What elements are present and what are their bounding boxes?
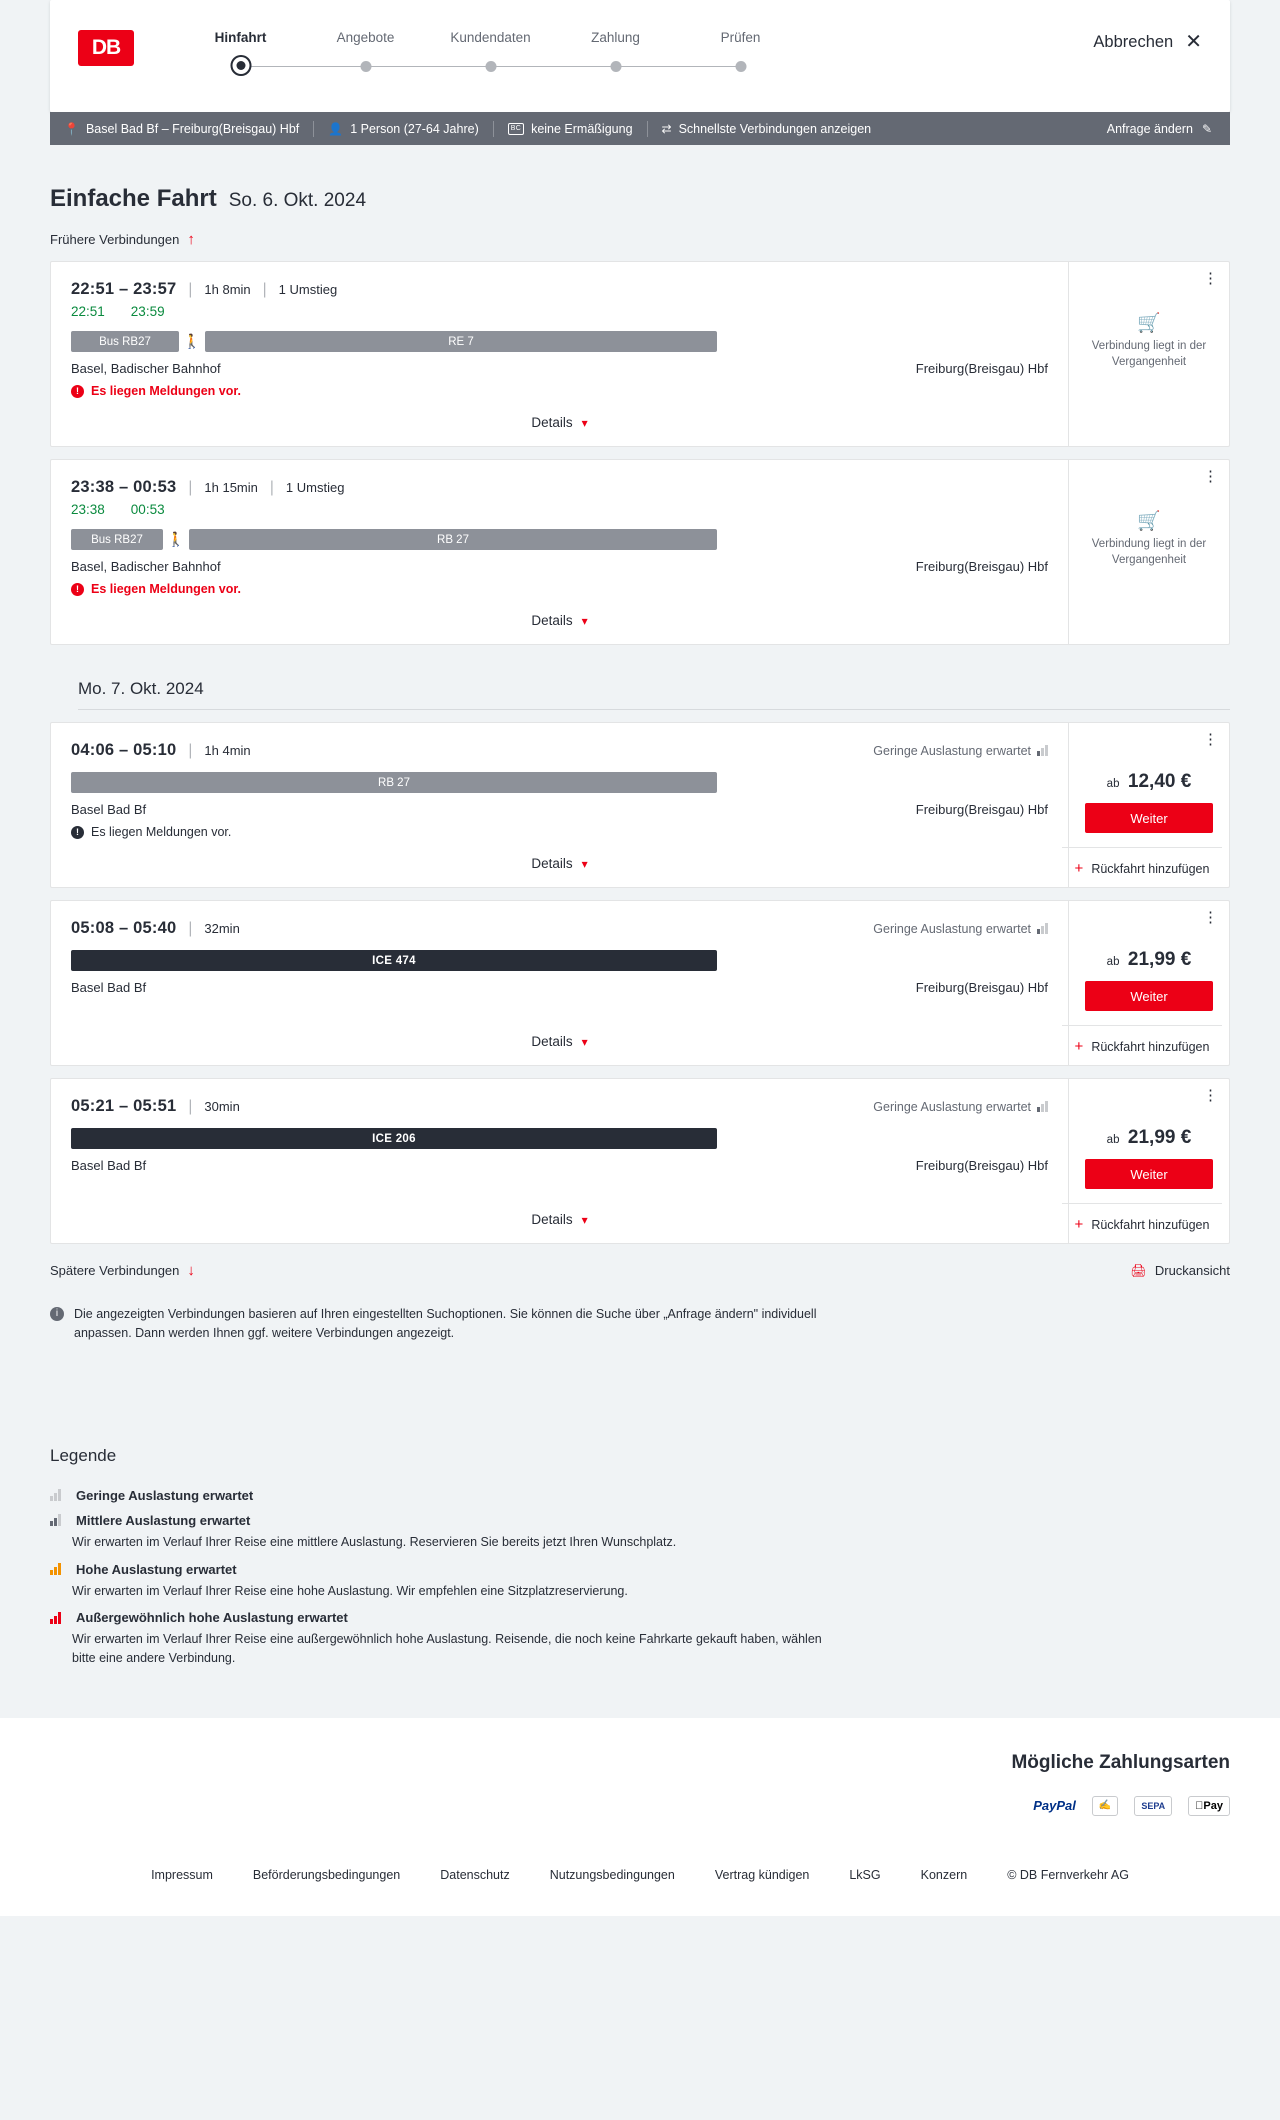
cancel-button[interactable]: [1093, 32, 1202, 52]
sepa-icon: SEPA: [1134, 1796, 1172, 1816]
connection-row[interactable]: [50, 1078, 1230, 1244]
payment-methods-section: [0, 1718, 1280, 1846]
cart-disabled-icon: 🛒: [1137, 511, 1161, 532]
legend-item-head: [50, 1513, 1230, 1528]
add-return-label: Rückfahrt hinzufügen: [1091, 861, 1210, 876]
more-options-icon[interactable]: ⋮: [1203, 1087, 1219, 1104]
footer-link-vertrag-kuendigen[interactable]: Vertrag kündigen: [714, 1867, 810, 1882]
main-content: [0, 185, 1280, 1344]
connection-duration: 1h 4min: [204, 743, 251, 758]
occupancy-very-high-icon: [50, 1612, 64, 1624]
segment-bus[interactable]: Bus RB27: [71, 529, 163, 550]
header: [50, 0, 1230, 112]
details-label: Details: [531, 613, 573, 628]
step-marker: [428, 57, 553, 79]
plus-icon: +: [1074, 1038, 1084, 1055]
cart-disabled-icon: 🛒: [1137, 313, 1161, 334]
add-return-label: Rückfahrt hinzufügen: [1091, 1039, 1210, 1054]
details-button[interactable]: [531, 1212, 587, 1227]
connection-message-text: Es liegen Meldungen vor.: [91, 582, 242, 596]
page-title-date: So. 6. Okt. 2024: [228, 190, 367, 211]
connection-row[interactable]: [50, 261, 1230, 447]
step-marker: [678, 57, 803, 79]
chevron-down-icon: ▾: [581, 856, 588, 871]
bottom-controls: [50, 1262, 1230, 1279]
chevron-down-icon: ▾: [581, 613, 588, 628]
segment-train[interactable]: RB 27: [189, 529, 717, 550]
footer-link-nutzungsbedingungen[interactable]: Nutzungsbedingungen: [549, 1867, 675, 1882]
train-segments: [71, 529, 1048, 550]
step-label: Prüfen: [720, 30, 761, 45]
page-title-text: Einfache Fahrt: [50, 185, 217, 212]
step-label: Kundendaten: [450, 30, 531, 45]
realtime-departure: 23:38: [71, 502, 105, 517]
footer-link-befoerderungsbedingungen[interactable]: Beförderungsbedingungen: [252, 1867, 401, 1882]
legend-item-label: Hohe Auslastung erwartet: [76, 1561, 237, 1577]
qb-passengers[interactable]: [328, 122, 493, 136]
occupancy-label: Geringe Auslastung erwartet: [873, 1099, 1031, 1114]
details-row: [71, 839, 1048, 887]
occupancy-bars-icon: [1037, 923, 1048, 934]
realtime-times: [71, 502, 1048, 517]
footer: [0, 1846, 1280, 1916]
connection-duration: 1h 8min: [204, 282, 251, 297]
realtime-departure: 22:51: [71, 304, 105, 319]
step-label: Hinfahrt: [214, 30, 267, 45]
connection-message[interactable]: [71, 825, 1048, 839]
connection-row[interactable]: [50, 459, 1230, 645]
connection-times: 05:21 – 05:51: [71, 1097, 177, 1115]
connection-details: [51, 262, 1069, 446]
later-label: Spätere Verbindungen: [50, 1263, 180, 1278]
legend-item-low: [50, 1488, 1230, 1503]
step-angebote[interactable]: [303, 30, 428, 79]
query-bar: [50, 112, 1230, 145]
step-dot: [360, 61, 371, 72]
earlier-label: Frühere Verbindungen: [50, 232, 180, 247]
qb-route-label: Basel Bad Bf – Freiburg(Breisgau) Hbf: [85, 121, 300, 136]
connection-header: [71, 280, 1048, 299]
legend-item-high: [50, 1562, 1230, 1601]
price-prefix: ab: [1106, 956, 1120, 968]
stations: [71, 559, 1048, 574]
swap-icon: ⇄: [661, 121, 672, 136]
occupancy-bars-icon: [1037, 745, 1048, 756]
qb-passengers-label: 1 Person (27-64 Jahre): [350, 121, 479, 136]
direct-debit-icon: ✍: [1092, 1796, 1118, 1816]
add-return-label: Rückfahrt hinzufügen: [1091, 1217, 1210, 1232]
price-value: 21,99 €: [1127, 1127, 1192, 1148]
station-from: Basel, Badischer Bahnhof: [71, 361, 221, 376]
page-title: [50, 185, 1230, 213]
step-marker: [553, 57, 678, 79]
price-block: [1107, 771, 1192, 793]
more-options-icon[interactable]: ⋮: [1203, 270, 1219, 287]
qb-sorting[interactable]: [662, 122, 886, 136]
price-value: 21,99 €: [1127, 949, 1192, 970]
occupancy-low-icon: [50, 1489, 64, 1501]
printer-icon: 🖨: [1130, 1262, 1147, 1278]
train-segments: [71, 331, 1048, 352]
divider: [313, 121, 314, 137]
details-label: Details: [531, 415, 573, 430]
legend-item-label: Außergewöhnlich hohe Auslastung erwartet: [76, 1610, 348, 1626]
connection-row[interactable]: [50, 900, 1230, 1066]
occupancy-label: Geringe Auslastung erwartet: [873, 743, 1031, 758]
connection-times: 22:51 – 23:57: [71, 280, 177, 298]
train-segments: [71, 950, 1048, 971]
occupancy-high-icon: [50, 1563, 64, 1575]
alert-icon: !: [71, 385, 84, 398]
details-button[interactable]: [531, 856, 587, 871]
details-label: Details: [531, 1034, 573, 1049]
legend-item-label: Mittlere Auslastung erwartet: [76, 1512, 251, 1528]
divider: |: [269, 478, 274, 496]
step-pruefen[interactable]: [678, 30, 803, 79]
arrow-up-icon: ↑: [187, 231, 195, 248]
occupancy-indicator: [873, 1100, 1048, 1114]
segment-train[interactable]: ICE 474: [71, 950, 717, 971]
train-segments: [71, 772, 1048, 793]
continue-button[interactable]: Weiter: [1085, 981, 1213, 1011]
details-row: [71, 995, 1048, 1065]
connection-duration: 32min: [204, 921, 240, 936]
alert-icon: !: [71, 583, 84, 596]
qb-change-label: Anfrage ändern: [1106, 121, 1193, 136]
divider: |: [262, 280, 267, 298]
legend-item-head: [50, 1562, 1230, 1577]
step-connector: [241, 66, 366, 67]
stations: [71, 1158, 1048, 1173]
connection-header: [71, 919, 1048, 938]
realtime-arrival: 00:53: [130, 502, 165, 517]
divider: |: [188, 919, 193, 937]
continue-button[interactable]: Weiter: [1085, 803, 1213, 833]
connection-action-panel: [1069, 262, 1229, 446]
more-options-icon[interactable]: ⋮: [1203, 468, 1219, 485]
chevron-down-icon: ▾: [581, 415, 588, 430]
info-icon: !: [71, 826, 84, 839]
step-dot: [610, 61, 621, 72]
footer-link-konzern[interactable]: Konzern: [920, 1867, 968, 1882]
station-from: Basel Bad Bf: [71, 980, 147, 995]
connection-times: 23:38 – 00:53: [71, 478, 177, 496]
close-icon: ✕: [1185, 31, 1202, 53]
occupancy-indicator: [873, 744, 1048, 758]
payment-icons: [50, 1796, 1230, 1816]
past-connection-note: [1083, 508, 1215, 569]
price-value: 12,40 €: [1127, 771, 1192, 792]
divider: |: [188, 1097, 193, 1115]
chevron-down-icon: ▾: [581, 1034, 588, 1049]
connection-action-panel: [1069, 901, 1229, 1065]
add-return-button[interactable]: [1062, 1203, 1222, 1233]
payment-methods-title: Mögliche Zahlungsarten: [1011, 1751, 1230, 1773]
search-info-note: [50, 1305, 820, 1344]
details-label: Details: [531, 856, 573, 871]
connection-message[interactable]: [71, 582, 1048, 596]
connection-details: [51, 901, 1069, 1065]
details-label: Details: [531, 1212, 573, 1227]
legend-item-head: [50, 1488, 1230, 1503]
stations: [71, 361, 1048, 376]
qb-change-request[interactable]: [1107, 122, 1216, 136]
qb-discount[interactable]: [508, 122, 647, 136]
add-return-button[interactable]: [1062, 847, 1222, 877]
legend-item-medium: [50, 1513, 1230, 1552]
step-dot: [735, 61, 746, 72]
connection-action-panel: [1069, 1079, 1229, 1243]
occupancy-indicator: [873, 922, 1048, 936]
connection-message[interactable]: [71, 384, 1048, 398]
earlier-connections-button[interactable]: [50, 231, 195, 248]
legend-title: Legende: [50, 1445, 117, 1465]
later-connections-button[interactable]: [50, 1262, 195, 1279]
details-row: [71, 596, 1048, 644]
continue-button[interactable]: Weiter: [1085, 1159, 1213, 1189]
step-connector: [491, 66, 616, 67]
step-hinfahrt[interactable]: [178, 30, 303, 79]
connection-duration: 1h 15min: [204, 480, 258, 495]
station-to: Freiburg(Breisgau) Hbf: [915, 980, 1048, 995]
step-connector: [366, 66, 491, 67]
occupancy-bars-icon: [1037, 1101, 1048, 1112]
connection-changes: 1 Umstieg: [278, 282, 338, 297]
connection-message-text: Es liegen Meldungen vor.: [91, 384, 242, 398]
qb-discount-label: keine Ermäßigung: [531, 121, 633, 136]
connection-details: [51, 723, 1069, 887]
price-prefix: ab: [1106, 1134, 1120, 1146]
paypal-icon: PayPal: [1033, 1798, 1076, 1814]
footer-copyright: © DB Fernverkehr AG: [1007, 1867, 1129, 1882]
bahncard-icon: BC: [508, 123, 524, 135]
plus-icon: +: [1074, 1216, 1084, 1233]
occupancy-medium-icon: [50, 1514, 64, 1526]
legend-section: [0, 1394, 1280, 1718]
connection-row[interactable]: [50, 722, 1230, 888]
walk-icon: 🚶: [183, 333, 201, 349]
step-connector: [616, 66, 741, 67]
pencil-icon: ✎: [1201, 121, 1212, 136]
connection-action-panel: [1069, 723, 1229, 887]
connection-details: [51, 1079, 1069, 1243]
details-button[interactable]: [531, 613, 587, 628]
station-to: Freiburg(Breisgau) Hbf: [915, 802, 1048, 817]
info-icon: i: [50, 1307, 64, 1321]
stations: [71, 802, 1048, 817]
day-separator: Mo. 7. Okt. 2024: [78, 679, 1230, 710]
step-label: Zahlung: [591, 30, 640, 45]
legend-item-desc: Wir erwarten im Verlauf Ihrer Reise eine hohe Auslastung. Wir empfehlen eine Sitzplatzreservierung.: [72, 1583, 628, 1598]
connection-header: [71, 478, 1048, 497]
db-logo[interactable]: DB: [78, 30, 134, 66]
step-label: Angebote: [336, 30, 395, 45]
step-kundendaten[interactable]: [428, 30, 553, 79]
print-view-button[interactable]: [1130, 1263, 1230, 1279]
qb-sorting-label: Schnellste Verbindungen anzeigen: [678, 121, 872, 136]
footer-link-datenschutz[interactable]: Datenschutz: [440, 1867, 510, 1882]
apple-pay-icon: Pay: [1188, 1796, 1230, 1816]
segment-train[interactable]: RB 27: [71, 772, 717, 793]
connection-header: [71, 741, 1048, 760]
cancel-label: Abbrechen: [1093, 32, 1174, 51]
footer-link-impressum[interactable]: Impressum: [151, 1867, 213, 1882]
station-to: Freiburg(Breisgau) Hbf: [915, 559, 1048, 574]
station-from: Basel Bad Bf: [71, 802, 147, 817]
stations: [71, 980, 1048, 995]
station-from: Basel Bad Bf: [71, 1158, 147, 1173]
details-row: [71, 1173, 1048, 1243]
train-segments: [71, 1128, 1048, 1149]
price-block: [1107, 1127, 1192, 1149]
segment-train[interactable]: RE 7: [205, 331, 717, 352]
person-icon: 👤: [328, 121, 344, 136]
connection-header: [71, 1097, 1048, 1116]
divider: |: [188, 280, 193, 298]
location-pin-icon: 📍: [64, 121, 79, 136]
realtime-arrival: 23:59: [130, 304, 165, 319]
connection-action-panel: [1069, 460, 1229, 644]
arrow-down-icon: ↓: [187, 1262, 195, 1279]
connection-times: 05:08 – 05:40: [71, 919, 177, 937]
more-options-icon[interactable]: ⋮: [1203, 731, 1219, 748]
qb-route[interactable]: [64, 122, 313, 136]
connection-details: [51, 460, 1069, 644]
details-button[interactable]: [531, 1034, 587, 1049]
details-row: [71, 398, 1048, 446]
occupancy-label: Geringe Auslastung erwartet: [873, 921, 1031, 936]
search-info-text: Die angezeigten Verbindungen basieren auf Ihren eingestellten Suchoptionen. Sie können die Suche über „Anfrage ändern" individuell anpassen. Dann werden Ihnen ggf. weitere Verbindungen angezeigt.: [74, 1307, 817, 1341]
legend-item-very-high: [50, 1610, 1230, 1668]
footer-link-lksg[interactable]: LkSG: [849, 1867, 881, 1882]
legend-item-label: Geringe Auslastung erwartet: [76, 1487, 254, 1503]
step-dot: [485, 61, 496, 72]
details-button[interactable]: [531, 415, 587, 430]
chevron-down-icon: ▾: [581, 1212, 588, 1227]
add-return-button[interactable]: [1062, 1025, 1222, 1055]
station-from: Basel, Badischer Bahnhof: [71, 559, 221, 574]
connection-message-text: Es liegen Meldungen vor.: [91, 825, 232, 839]
legend-item-head: [50, 1610, 1230, 1625]
station-to: Freiburg(Breisgau) Hbf: [915, 1158, 1048, 1173]
past-connection-note: [1083, 310, 1215, 371]
station-to: Freiburg(Breisgau) Hbf: [915, 361, 1048, 376]
walk-icon: 🚶: [167, 531, 185, 547]
price-block: [1107, 949, 1192, 971]
step-zahlung[interactable]: [553, 30, 678, 79]
segment-bus[interactable]: Bus RB27: [71, 331, 179, 352]
plus-icon: +: [1074, 860, 1084, 877]
connection-changes: 1 Umstieg: [285, 480, 345, 495]
divider: |: [188, 741, 193, 759]
legend-item-desc: Wir erwarten im Verlauf Ihrer Reise eine mittlere Auslastung. Reservieren Sie bereits jetzt Ihren Wunschplatz.: [72, 1534, 677, 1549]
divider: [647, 121, 648, 137]
past-connection-text: Verbindung liegt in der Vergangenheit: [1091, 339, 1207, 369]
connection-duration: 30min: [204, 1099, 240, 1114]
past-connection-text: Verbindung liegt in der Vergangenheit: [1091, 537, 1207, 567]
divider: [493, 121, 494, 137]
step-marker: [303, 57, 428, 79]
step-marker: [178, 57, 303, 79]
checkout-stepper: [178, 30, 803, 79]
print-label: Druckansicht: [1154, 1263, 1230, 1278]
connection-times: 04:06 – 05:10: [71, 741, 177, 759]
legend-item-desc: Wir erwarten im Verlauf Ihrer Reise eine außergewöhnlich hohe Auslastung. Reisende, die noch keine Fahrkarte gekauft haben, wählen bitte eine andere Verbindung.: [72, 1632, 822, 1665]
realtime-times: [71, 304, 1048, 319]
divider: |: [188, 478, 193, 496]
segment-train[interactable]: ICE 206: [71, 1128, 717, 1149]
step-dot: [236, 61, 245, 70]
more-options-icon[interactable]: ⋮: [1203, 909, 1219, 926]
price-prefix: ab: [1106, 778, 1120, 790]
